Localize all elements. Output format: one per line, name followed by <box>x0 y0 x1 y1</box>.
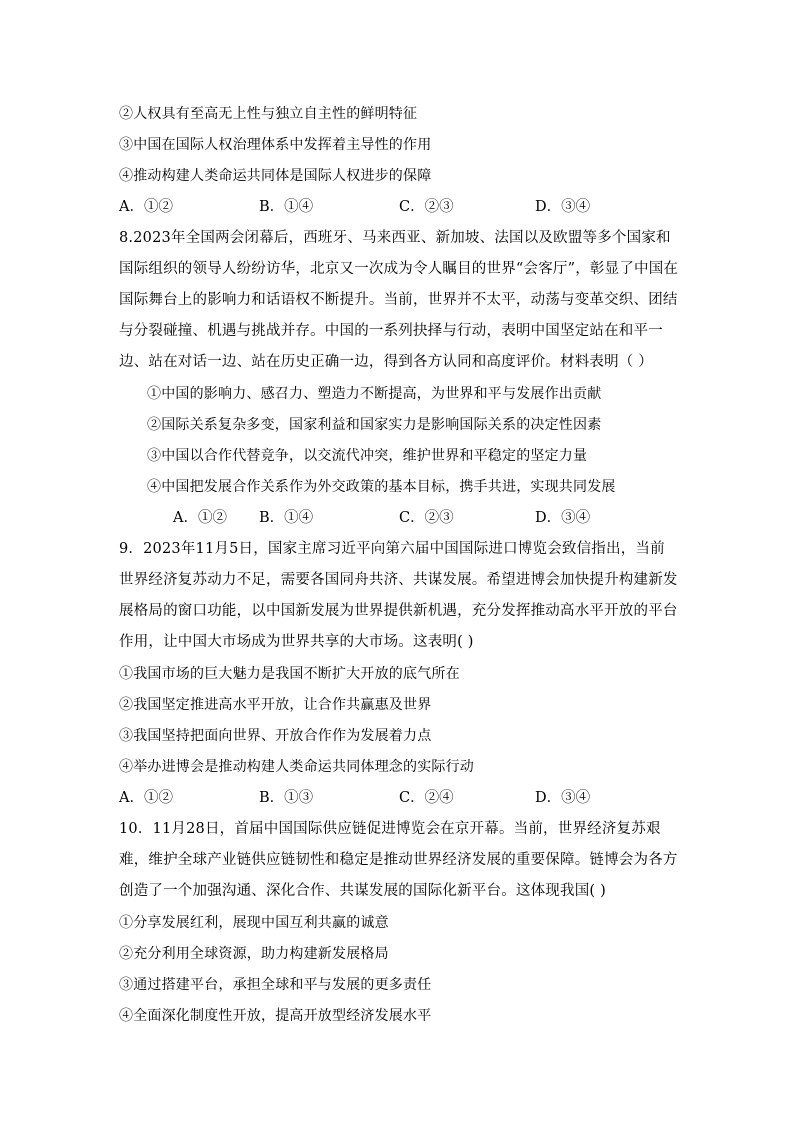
choice-a: A．①② <box>119 790 173 806</box>
choice-c: C．②④ <box>399 790 454 806</box>
prev-option-2: ②人权具有至高无上性与独立自主性的鲜明特征 <box>119 106 418 122</box>
q8-option-1: ①中国的影响力、感召力、塑造力不断提高，为世界和平与发展作出贡献 <box>147 386 602 402</box>
choice-c: C．②③ <box>399 510 454 526</box>
q9-option-1: ①我国市场的巨大魅力是我国不断扩大开放的底气所在 <box>119 666 460 682</box>
choice-b: B．①③ <box>259 790 314 806</box>
question-8-stem: 8.2023年全国两会闭幕后，西班牙、马来西亚、新加坡、法国以及欧盟等多个国家和国际组织的领导人纷纷访华，北京又一次成为令人瞩目的世界“会客厅”，彰显了中国在国际舞台上的影响力和话语权不断提升。当前，世界并不太平，动荡与变革交织、团结与分裂碰撞、机遇与挑战并存。中国的一系列抉择与行动，表明中国坚定站在和平一边、站在对话一边、站在历史正确一边，得到各方认同和高度评价。材料表明（ ） <box>119 230 679 370</box>
q8-answer-choices <box>119 508 679 528</box>
question-10-stem: 10．11月28日，首届中国国际供应链促进博览会在京开幕。当前，世界经济复苏艰难，维护全球产业链供应链韧性和稳定是推动世界经济发展的重要保障。链博会为各方创造了一个加强沟通、深化合作、共谋发展的国际化新平台。这体现我国( ) <box>119 821 678 899</box>
q9-option-2: ②我国坚定推进高水平开放，让合作共赢惠及世界 <box>119 697 432 713</box>
q8-option-4: ④中国把发展合作关系作为外交政策的基本目标，携手共进，实现共同发展 <box>147 479 616 495</box>
choice-a: A．①② <box>119 199 173 215</box>
prev-answer-choices <box>119 197 679 217</box>
choice-a: A．①② <box>173 510 227 526</box>
q10-option-1: ①分享发展红利，展现中国互利共赢的诚意 <box>119 915 389 931</box>
choice-b: B．①④ <box>259 199 314 215</box>
choice-b: B．①④ <box>259 510 314 526</box>
q8-option-3: ③中国以合作代替竞争，以交流代冲突，维护世界和平稳定的坚定力量 <box>147 448 588 464</box>
choice-d: D．③④ <box>535 790 591 806</box>
q10-option-3: ③通过搭建平台，承担全球和平与发展的更多责任 <box>119 977 432 993</box>
question-9-stem: 9．2023年11月5日，国家主席习近平向第六届中国国际进口博览会致信指出，当前世界经济复苏动力不足，需要各国同舟共济、共谋发展。希望进博会加快提升构建新发展格局的窗口功能，以中国新发展为世界提供新机遇，充分发挥推动高水平开放的平台作用，让中国大市场成为世界共享的大市场。这表明( ) <box>119 541 678 650</box>
q9-option-3: ③我国坚持把面向世界、开放合作作为发展着力点 <box>119 728 432 744</box>
q10-option-4: ④全面深化制度性开放，提高开放型经济发展水平 <box>119 1008 432 1024</box>
prev-option-4: ④推动构建人类命运共同体是国际人权进步的保障 <box>119 168 432 184</box>
q8-option-2: ②国际关系复杂多变，国家利益和国家实力是影响国际关系的决定性因素 <box>147 417 602 433</box>
q9-answer-choices <box>119 788 679 808</box>
q10-option-2: ②充分利用全球资源，助力构建新发展格局 <box>119 946 389 962</box>
choice-c: C．②③ <box>399 199 454 215</box>
choice-d: D．③④ <box>535 199 591 215</box>
prev-option-3: ③中国在国际人权治理体系中发挥着主导性的作用 <box>119 137 432 153</box>
choice-d: D．③④ <box>535 510 591 526</box>
q9-option-4: ④举办进博会是推动构建人类命运共同体理念的实际行动 <box>119 759 474 775</box>
